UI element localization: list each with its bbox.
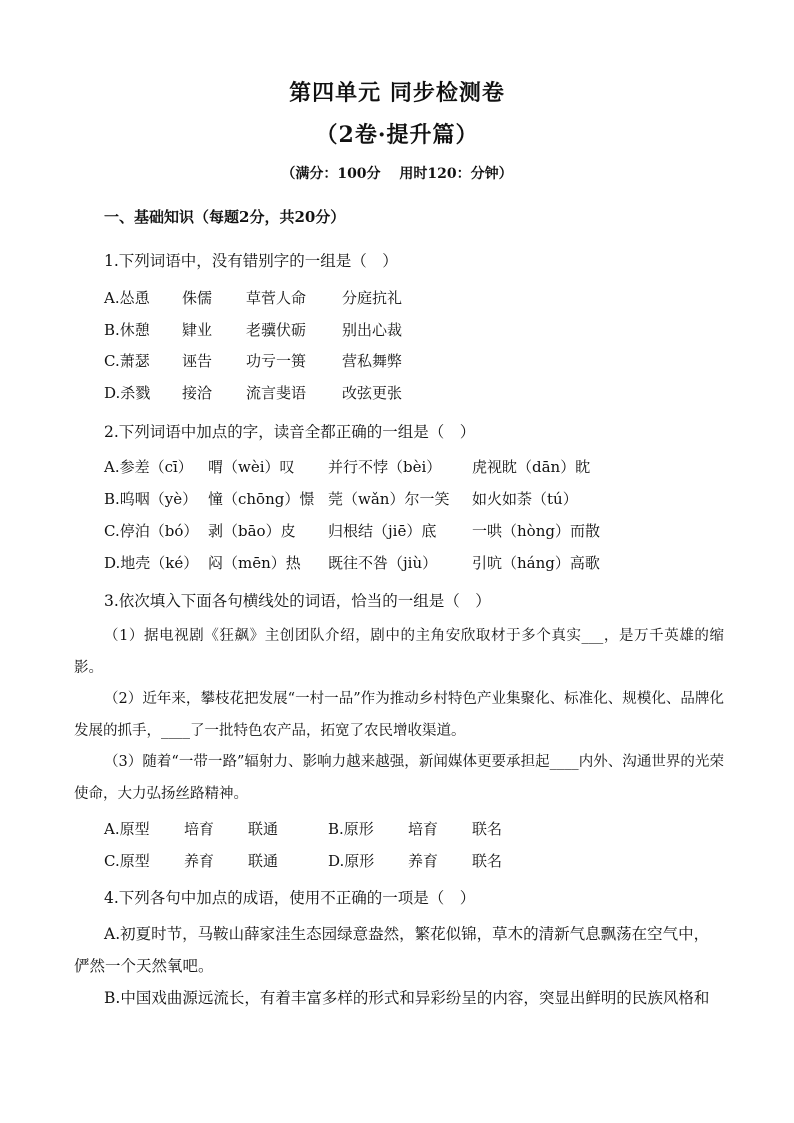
option-word: 既往不咎（jiù） [328,554,438,572]
option-word: 一哄（hòng）而散 [472,522,600,540]
option-word: D.杀戮 [104,384,151,402]
option-word: 闷（mēn）热 [208,554,301,572]
option-word: 别出心裁 [342,321,403,339]
option-word: 侏儒 [182,289,213,307]
option-word: 归根结（jiē）底 [328,522,437,540]
question-2-stem: 2.下列词语中加点的字，读音全都正确的一组是（ ） [104,423,476,441]
option-word: 憧（chōng）憬 [208,490,315,508]
question-3-sentence-2 [74,683,724,747]
option-word: 虎视眈（dān）眈 [472,458,591,476]
question-3-options-row-2 [104,850,552,871]
option-word: 草菅人命 [246,289,307,307]
blank-line: ____ [161,723,190,739]
question-2-option-d [104,552,622,573]
question-2-option-c [104,520,622,541]
option-word: 并行不悖（bèi） [328,458,442,476]
option-word: 剥（bāo）皮 [208,522,296,540]
option-word: 营私舞弊 [342,352,403,370]
question-1-option-c [104,350,482,371]
question-1-option-d [104,382,482,403]
question-1-option-b [104,319,482,340]
option-word: D.地壳（ké） [104,554,199,572]
option-word: 引吭（háng）高歌 [472,554,600,572]
sentence-text: （1）据电视剧《狂飙》主创团队介绍，剧中的主角安欣取材于多个真实 [104,628,582,644]
question-4-option-a [74,918,724,982]
option-text: B.中国戏曲源远流长，有着丰富多样的形式和异彩纷呈的内容，突显出鲜明的民族风格和 [104,989,710,1007]
blank-line: ____ [549,754,579,770]
option-word: 喟（wèi）叹 [208,458,295,476]
option-word: 养育 [184,852,215,870]
option-word: 培育 [184,820,215,838]
option-word: B.呜咽（yè） [104,490,198,508]
option-text: A.初夏时节，马鞍山薛家洼生态园绿意盎然，繁花似锦，草木的清新气息飘荡在空气中，俨然一个天然氧吧。 [74,925,710,975]
option-word: 如火如荼（tú） [472,490,578,508]
option-word: D.原形 [328,852,375,870]
option-word: 培育 [408,820,439,838]
option-word: 分庭抗礼 [342,289,403,307]
option-word: A.怂恿 [104,289,150,307]
question-3-stem: 3.依次填入下面各句横线处的词语，恰当的一组是（ ） [104,592,491,610]
option-word: C.停泊（bó） [104,522,199,540]
page-subtitle: （2卷·提升篇） [315,122,479,148]
option-word: B.原形 [328,820,374,838]
option-word: 老骥伏砺 [246,321,307,339]
question-1-option-a [104,287,482,308]
option-word: 联通 [248,820,279,838]
option-word: 莞（wǎn）尔一笑 [328,490,450,508]
sentence-text: （3）随着“一带一路”辐射力、影响力越来越强，新闻媒体更要承担起 [104,754,550,770]
option-word: 功亏一篑 [246,352,307,370]
option-word: 联名 [472,852,503,870]
question-4-option-b [74,982,724,1014]
score-info: （满分：100分 用时120：分钟） [281,166,513,182]
option-word: A.参差（cī） [104,458,193,476]
option-word: A.原型 [104,820,150,838]
question-3-sentence-1 [74,620,724,684]
option-word: 肄业 [182,321,213,339]
option-word: C.原型 [104,852,150,870]
page-title: 第四单元 同步检测卷 [289,80,505,106]
question-3-sentence-3 [74,746,724,810]
question-3-options-row-1 [104,818,552,839]
option-word: 联通 [248,852,279,870]
question-1-stem: 1.下列词语中，没有错别字的一组是（ ） [104,252,398,270]
blank-line: ___ [581,628,604,644]
sentence-text: 了一批特色农产品，拓宽了农民增收渠道。 [190,723,466,739]
option-word: 养育 [408,852,439,870]
option-word: 接洽 [182,384,213,402]
sentence-text: ，是万千英雄的缩影。 [74,628,724,676]
option-word: 联名 [472,820,503,838]
question-4-stem: 4.下列各句中加点的成语，使用不正确的一项是（ ） [104,889,476,907]
sentence-text: 内外、沟通世界的光荣使命，大力弘扬丝路精神。 [74,754,724,802]
option-word: 改弦更张 [342,384,403,402]
question-2-option-b [104,488,622,509]
section-heading: 一、基础知识（每题2分，共20分） [104,208,346,226]
question-2-option-a [104,456,622,477]
option-word: B.休憩 [104,321,150,339]
option-word: C.萧瑟 [104,352,150,370]
option-word: 诬告 [182,352,213,370]
option-word: 流言斐语 [246,384,307,402]
sentence-text: （2）近年来，攀枝花把发展“一村一品”作为推动乡村特色产业集聚化、标准化、规模化、品牌化发展的抓手， [74,691,724,739]
